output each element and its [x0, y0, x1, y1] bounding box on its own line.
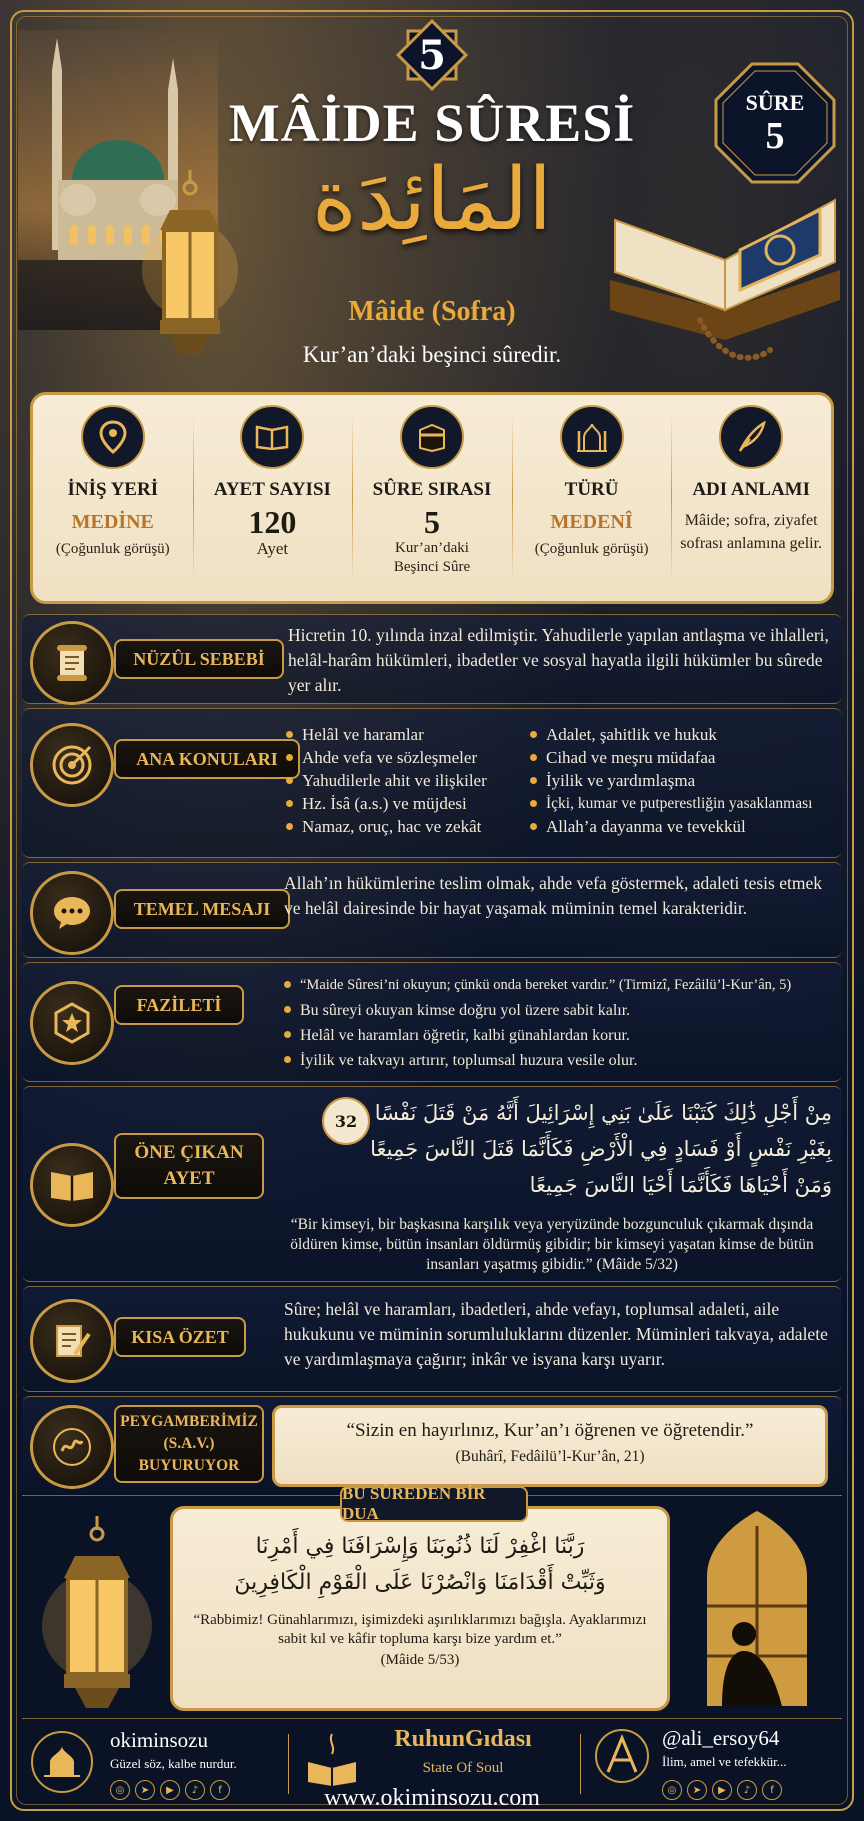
header: [0, 0, 864, 385]
surah-number: 5: [418, 31, 446, 79]
section-label: ÖNE ÇIKAN AYET: [114, 1133, 264, 1199]
youtube-icon[interactable]: ▶: [712, 1780, 732, 1800]
ayet-translation: “Bir kimseyi, bir başkasına karşılık veya yeryüzünde bozgunculuk çıkarmak dışında öldüren kimse, bütün insanları öldürmüş gibidir; bir kimseyi yaşatan kimse de bütün insanları yaşatmış gibidir.” (Mâide 5/32): [290, 1216, 814, 1273]
info-note: (Çoğunluk görüşü): [55, 541, 170, 557]
subtitle: Mâide (Sofra): [348, 296, 516, 327]
section-label: KISA ÖZET: [114, 1317, 246, 1357]
list-item: “Maide Sûresi’ni okuyun; çünkü onda bereket vardır.” (Tirmizî, Fezâilü’l-Kur’ân, 5): [284, 973, 836, 998]
section-label: PEYGAMBERİMİZ (S.A.V.) BUYURUYOR: [114, 1405, 264, 1483]
website-link[interactable]: www.okiminsozu.com: [324, 1785, 540, 1811]
tagline: Kur’an’daki beşinci sûredir.: [302, 342, 562, 367]
list-item: Cihad ve meşru müdafaa: [530, 746, 836, 769]
ayet-arabic-text: مِنْ أَجْلِ ذَٰلِكَ كَتَبْنَا عَلَىٰ بَنِي إِسْرَائِيلَ أَنَّهُ مَنْ قَتَلَ نَفْسًا بِغَيْرِ نَفْسٍ أَوْ فَسَادٍ فِي الْأَرْضِ فَكَأَنَّمَا قَتَلَ النَّاسَ جَمِيعًا وَمَنْ أَحْيَاهَا فَكَأَنَّمَا أَحْيَا النَّاسَ جَمِيعًا: [370, 1101, 832, 1197]
section-label: TEMEL MESAJI: [114, 889, 290, 929]
star-badge-icon: [30, 981, 114, 1065]
info-value: MEDİNE: [71, 511, 154, 533]
section-label: ANA KONULARI: [114, 739, 300, 779]
facebook-icon[interactable]: f: [762, 1780, 782, 1800]
instagram-icon[interactable]: ◎: [662, 1780, 682, 1800]
list-item: Helâl ve haramları öğretir, kalbi günahlardan korur.: [284, 1023, 836, 1048]
list-item: Adalet, şahitlik ve hukuk: [530, 723, 836, 746]
right-handle: @ali_ersoy64: [662, 1726, 780, 1750]
info-turu: [512, 395, 672, 601]
section-nuzul: [22, 614, 842, 704]
dua-translation: “Rabbimiz! Günahlarımızı, işimizdeki aşırılıklarımızı bağışla. Ayaklarımızı sabit kıl ve kâfir topluma karşı bize yardım et.”: [193, 1612, 647, 1647]
section-hadis: [22, 1396, 842, 1492]
list-item: Namaz, oruç, hac ve zekât: [286, 815, 536, 838]
info-label: ADI ANLAMI: [692, 479, 811, 500]
section-text: Hicretin 10. yılında inzal edilmiştir. Yahudilerle yapılan antlaşma ve ihlalleri, helâl-harâm hükümleri, ibadetler ve sosyal hayatla ilgili hükümler bu sûrede yer alır.: [288, 625, 829, 695]
hadith-quote: “Sizin en hayırlınız, Kur’an’ı öğrenen ve öğretendir.”: [346, 1420, 754, 1441]
dua-title: BU SÛREDEN BİR DUA: [340, 1486, 528, 1522]
monogram-logo-icon: [594, 1728, 650, 1784]
open-book-icon: [240, 405, 304, 469]
center-brand-name: RuhunGıdası: [394, 1726, 532, 1752]
topics-left-list: [286, 723, 536, 838]
info-label: SÛRE SIRASI: [372, 479, 492, 500]
dua-arabic-line: رَبَّنَا اغْفِرْ لَنَا ذُنُوبَنَا وَإِسْرَافَنَا فِي أَمْرِنَا: [255, 1534, 585, 1559]
location-pin-icon: [81, 405, 145, 469]
mosque-icon: [560, 405, 624, 469]
info-inis-yeri: [33, 395, 193, 601]
hadith-source: (Buhârî, Fedâilü’l-Kur’ân, 21): [455, 1448, 645, 1465]
page-title: MÂİDE SÛRESİ: [228, 93, 636, 153]
tiktok-icon[interactable]: ♪: [185, 1780, 205, 1800]
ayet-number-badge: 32: [322, 1097, 370, 1145]
left-brand-name: okiminsozu: [110, 1728, 208, 1752]
section-ozet: [22, 1286, 842, 1392]
facebook-icon[interactable]: f: [210, 1780, 230, 1800]
info-ayet-sayisi: [193, 395, 353, 601]
calligraphy-medallion-icon: [30, 1405, 114, 1489]
section-ayet: [22, 1086, 842, 1282]
list-item: İyilik ve takvayı artırır, toplumsal huzura vesile olur.: [284, 1048, 836, 1073]
section-mesaj: [22, 862, 842, 958]
list-item: Yahudilerle ahit ve ilişkiler: [286, 769, 536, 792]
praying-man-window-illustration: [682, 1506, 832, 1711]
section-dua: [22, 1484, 842, 1719]
arabic-title: المَائِدَة: [311, 150, 553, 250]
dua-source: (Mâide 5/53): [380, 1652, 460, 1668]
section-text: Allah’ın hükümlerine teslim olmak, ahde vefa göstermek, adaleti tesis etmek ve helâl dairesinde bir hayat yaşamak müminin temel karakteridir.: [284, 873, 822, 918]
info-label: AYET SAYISI: [213, 479, 331, 500]
section-label: FAZİLETİ: [114, 985, 244, 1025]
speech-bubble-icon: [30, 871, 114, 955]
lantern-icon: [42, 1516, 152, 1716]
info-value: 120: [248, 504, 297, 540]
list-item: Bu sûreyi okuyan kimse doğru yol üzere sabit kalır.: [284, 998, 836, 1023]
right-tagline: İlim, amel ve tefekkür...: [662, 1754, 787, 1769]
section-konular: [22, 708, 842, 858]
surah-number-badge: [395, 18, 469, 92]
section-text: Sûre; helâl ve haramları, ibadetleri, ahde vefayı, toplumsal adaleti, aile hukukunu ve müminin sorumluluklarını düzenler. Müminleri takvaya, adalete ve yardımlaşmaya çağırır; inkâr ve isyana karşı uyarır.: [284, 1299, 828, 1369]
list-item: Hz. İsâ (a.s.) ve müjdesi: [286, 792, 536, 815]
center-brand-tagline: State Of Soul: [422, 1760, 504, 1776]
dua-arabic-line: وَثَبِّتْ أَقْدَامَنَا وَانْصُرْنَا عَلَى الْقَوْمِ الْكَافِرِينَ: [234, 1570, 606, 1595]
hadith-card: [272, 1405, 828, 1487]
info-note: (Çoğunluk görüşü): [534, 541, 649, 557]
sure-number: 5: [765, 115, 785, 157]
note-pencil-icon: [30, 1299, 114, 1383]
scroll-icon: [30, 621, 114, 705]
open-book-logo-icon: [304, 1728, 360, 1788]
youtube-icon[interactable]: ▶: [160, 1780, 180, 1800]
info-note: Ayet: [256, 539, 289, 558]
instagram-icon[interactable]: ◎: [110, 1780, 130, 1800]
kaaba-icon: [400, 405, 464, 469]
list-item: Ahde vefa ve sözleşmeler: [286, 746, 536, 769]
target-icon: [30, 723, 114, 807]
info-label: TÜRÜ: [564, 479, 619, 500]
sure-label: SÛRE: [745, 90, 805, 115]
tiktok-icon[interactable]: ♪: [737, 1780, 757, 1800]
info-value: 5: [423, 504, 440, 540]
list-item: İyilik ve yardımlaşma: [530, 769, 836, 792]
info-value: MEDENÎ: [550, 511, 633, 533]
left-brand-tagline: Güzel söz, kalbe nurdur.: [110, 1756, 237, 1771]
info-adi-anlami: [671, 395, 831, 601]
info-note: Kur’an’daki Beşinci Sûre: [393, 540, 471, 575]
telegram-icon[interactable]: ➤: [135, 1780, 155, 1800]
section-fazilet: [22, 962, 842, 1082]
info-description: Mâide; sofra, ziyafet sofrası anlamına gelir.: [680, 512, 823, 552]
telegram-icon[interactable]: ➤: [687, 1780, 707, 1800]
list-item: İçki, kumar ve putperestliğin yasaklanması: [530, 792, 836, 815]
list-item: Helâl ve haramlar: [286, 723, 536, 746]
virtues-list: [284, 973, 836, 1073]
section-label: NÜZÛL SEBEBİ: [114, 639, 284, 679]
topics-right-list: [530, 723, 836, 838]
quill-icon: [719, 405, 783, 469]
sure-badge: [712, 60, 838, 186]
dua-arabic-text: [173, 1529, 667, 1601]
book-icon: [30, 1143, 114, 1227]
info-card: [30, 392, 834, 604]
info-label: İNİŞ YERİ: [67, 479, 159, 500]
list-item: Allah’a dayanma ve tevekkül: [530, 815, 836, 838]
dua-card: [170, 1506, 670, 1711]
info-sure-sirasi: [352, 395, 512, 601]
